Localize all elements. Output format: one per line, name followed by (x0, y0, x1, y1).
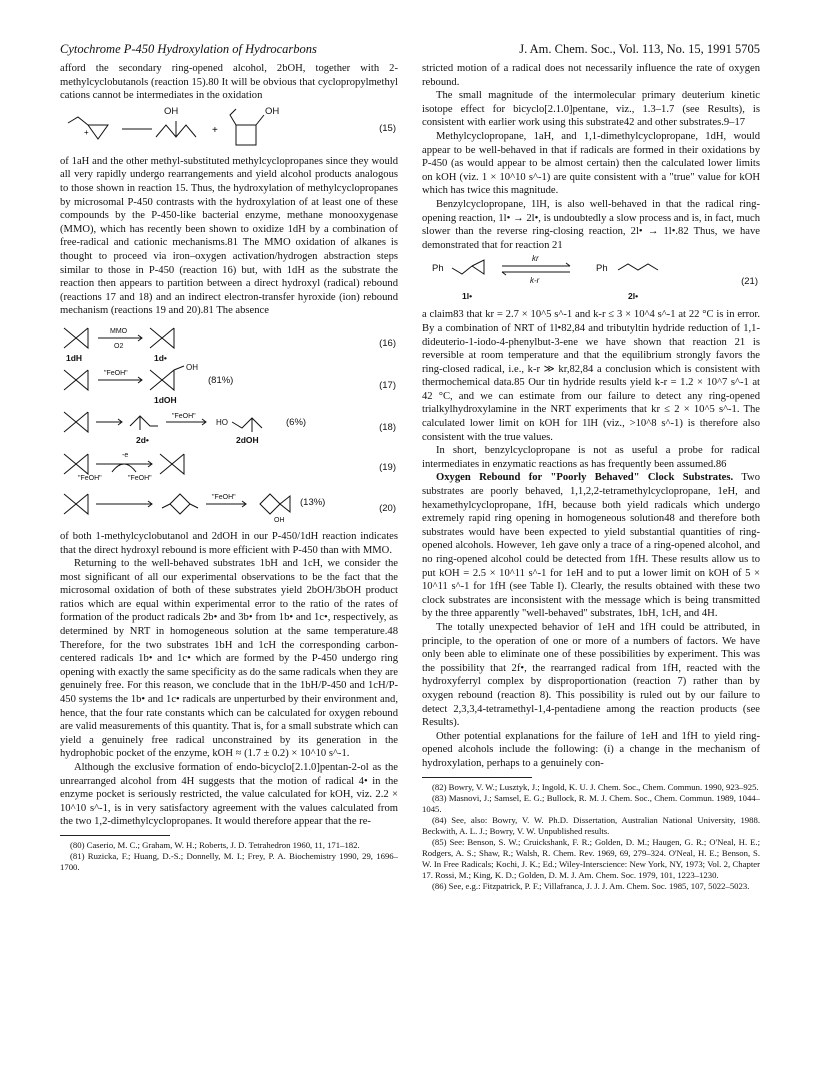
electron-label: -e (122, 451, 129, 459)
paragraph (422, 471, 760, 621)
reagent: "FeOH" (78, 474, 102, 482)
compound-label: 1d• (154, 352, 167, 363)
paragraph: Other potential explanations for the failure of 1eH and 1fH to yield ring-opened alcohols include the following: (i) a change in the mechanism of hydroxylation, perhaps to a genuinely con- (422, 730, 760, 769)
reaction-number: (20) (379, 503, 396, 515)
scheme-15-structures (60, 103, 398, 155)
reagent: "FeOH" (104, 369, 128, 377)
reagent: "FeOH" (212, 493, 236, 501)
footnote: (83) Masnovi, J.; Samsel, E. G.; Bullock, R. M. J. Chem. Soc., Chem. Commun. 1989, 1044–1045. (422, 792, 760, 814)
reaction-number: (21) (741, 276, 758, 288)
phenyl-label: Ph (432, 263, 444, 275)
footnote: (80) Caserio, M. C.; Graham, W. H.; Roberts, J. D. Tetrahedron 1960, 11, 171–182. (70, 839, 360, 850)
phenyl-label: Ph (596, 263, 608, 275)
svg-text:+: + (84, 127, 89, 137)
compound-label: 2d• (136, 434, 149, 445)
scheme-15 (60, 103, 398, 155)
oh-label: OH (164, 105, 179, 117)
reagent: "FeOH" (172, 412, 196, 420)
reagent: "FeOH" (128, 474, 152, 482)
compound-label: 1dH (66, 352, 83, 363)
paragraph-text: Two substrates are poorly behaved, 1,1,2,2-tetramethylcyclopropane, 1eH, and hexamethylcyclopropane, 1fH, because both yield radicals which undergo extremely rapid ring opening in homogeneous solution48 and therefore both substrates would have been expected to yield substantial quantities of ring-opened alcohols. However, 1eh gave only a trace of a ring-opened alcohol, and no ring-opened alcohol could be detected from 1fH. These results allow us to put kOH = 2.5 × 10^11 s^-1 for 1eH and to put a lower limit on kOH of 5 × 10^11 s^-1 for 1fH (see Table I). Clearly, the results obtained with these two clock substrates are inconsistent with the message which is being transmitted by the three apparently "well-behaved" substrates, 1bH, 1cH, and 4H. (422, 472, 760, 620)
scheme-21 (422, 256, 760, 308)
paragraph: Methylcyclopropane, 1aH, and 1,1-dimethylcyclopropane, 1dH, would appear to be well-behaved in that if radicals are formed in their oxidations by P-450 (as would appear to be almost certain) then the calculated lower limits on kOH (viz. 1 × 10^10 s^-1) are quite consistent with a "true" value for kOH which has twice this magnitude. (422, 130, 760, 197)
footnote-rule (60, 835, 170, 836)
header-journal: J. Am. Chem. Soc., Vol. 113, No. 15, 1991 5705 (519, 42, 760, 56)
reaction-number: (17) (379, 380, 396, 392)
footnote: (82) Bowry, V. W.; Lusztyk, J.; Ingold, K. U. J. Chem. Soc., Chem. Commun. 1990, 923–925. (432, 781, 759, 792)
paragraph: of 1aH and the other methyl-substituted methylcyclopropanes since they would all very rapidly undergo rearrangements and yield alcohol products analogous to those shown in reaction 15. Thus, the hydroxylation of methylcyclopropanes by microsomal P-450 contrasts with the hydroxylation of at least one of these compounds by the P-450-like bacterial enzyme, methane monooxygenase (MMO), which has recently been shown to oxidize 1dH by a combination of free-radical and cationic mechanisms.81 The MMO oxidation of alkanes is thought to proceed via iron–oxygen activation/hydrogen abstraction steps similar to those in P-450 (reaction 16) but, with 1dH as the substrate the reaction then appears to partition between a direct hydroxyl (radical) rebound (reactions 17 and 18) and an indirect electron-transfer hyroxide (ion) rebound mechanism (reactions 19 and 20).81 The absence (60, 155, 398, 317)
ho-label: HO (216, 417, 228, 427)
paragraph: a claim83 that kr = 2.7 × 10^5 s^-1 and k-r ≤ 3 × 10^4 s^-1 at 22 °C is in error. By a combination of NRT of 1l•82,84 and tributyltin hydride reduction of 1,1-dideuterio-1-iodo-4-phenylbut-3-ene we have shown that reaction 21 is reversible at room temperature and that the equilibrium strongly favors the ring-closed radical, i.e., k-r ≫ kr,82,84 a conclusion which is consistent with thermochemical data.85 Our tin hydride results yield k-r = 1.2 × 10^7 s^-1 at 42 °C, and we can estimate from our failure to detect any ring-opened trialkylhydroxylamine in the NRT experiments that kr ≤ 2 × 10^5 s^-1. The calculated lower limit on kOH for 1lH (viz., >10^8 s^-1) is therefore also consistent with the true values. (422, 309, 760, 443)
paragraph: Although the exclusive formation of endo-bicyclo[2.1.0]pentan-2-ol as the unrearranged alcohol from 4H suggests that the motion of radical 4• in the enzyme pocket is seriously restricted, the value calculated for kOH, viz. 2.2 × 10^10 s^-1, is in very satisfactory agreement with the values calculated from the two 1,2-dimethylcyclopropanes. It would therefore appear that the re- (60, 762, 398, 828)
running-header (60, 42, 760, 60)
scheme-19-structures (60, 448, 398, 488)
scheme-18-structures (60, 408, 398, 448)
oh-label: OH (186, 362, 198, 372)
scheme-20 (60, 488, 398, 530)
paragraph: Returning to the well-behaved substrates 1bH and 1cH, we consider the most significant of all our experimental observations to be the fact that the microsomal oxidation of both of these substrates yield 2bOH/3bOH product ratios which are equal within experimental error to the ratio of the rates of formation of the product radicals 2b• and 3b• from 1b• and 1c•, respectively, as determined by NRT in homogeneous solution at the same temperature.48 Therefore, for the two substrates 1bH and 1cH the corresponding carbon-centered radicals 1b• and 1c• which are formed by the P-450 undergo ring opening with exactly the same specificity as do the same radicals when they are genuinely free. For this reason, we conclude that in the 1bH/P-450 and 1cH/P-450 systems the 1b• and 1c• radicals are unperturbed by their environment and, hence, that the four rate constants which can be calculated for oxygen rebound are valid measurements of this quantity. That is, for a small substrate which can yield a genuinely free radical unconstrained by its generation in the hydrophobic pocket of the enzyme, kOH ≈ (1.7 ± 0.2) × 10^10 s^-1. (60, 558, 398, 760)
footnote: (86) See, e.g.: Fitzpatrick, P. F.; Villafranca, J. J. J. Am. Chem. Soc. 1985, 107, 5022–5023. (432, 880, 750, 891)
paragraph: stricted motion of a radical does not necessarily influence the rate of oxygen rebound. (422, 63, 760, 88)
oh-label: OH (274, 516, 285, 524)
scheme-17 (60, 364, 398, 408)
paragraph: afford the secondary ring-opened alcohol, 2bOH, together with 2-methylcyclobutanols (reaction 15).80 It will be obvious that cyclopropylmethyl cations cannot be intermediates in the oxidation (60, 63, 398, 102)
scheme-16 (60, 324, 398, 364)
compound-label: 1dOH (154, 394, 177, 405)
reagent: O2 (114, 342, 124, 350)
compound-label: 2dOH (236, 434, 259, 445)
reaction-number: (18) (379, 422, 396, 434)
yield-percent: (6%) (286, 416, 307, 428)
footnote: (84) See, also: Bowry, V. W. Ph.D. Dissertation, Australian National University, 1988. Beckwith, A. L. J.; Bowry, V. W. Unpublished results. (422, 814, 760, 836)
oh-label: OH (265, 105, 280, 117)
reagent: MMO (110, 327, 128, 335)
compound-label: 1l• (462, 291, 473, 302)
paragraph: of both 1-methylcyclobutanol and 2dOH in our P-450/1dH reaction indicates that the direct hydroxyl rebound is more efficient with P-450 than with MMO. (60, 530, 398, 556)
rate-constant-label: k-r (530, 276, 540, 286)
scheme-21-structures (422, 256, 760, 308)
footnote: (85) See: Benson, S. W.; Cruickshank, F. R.; Golden, D. M.; Haugen, G. R.; O'Neal, H. E.; Rodgers, A. S.; Shaw, R.; Walsh, R. Chem. Rev. 1969, 69, 279–324. O'Neal, H. E.; Benson, S. W. In Free Radicals; Kochi, J. K.; Ed.; Wiley-Interscience: New York, NY, 1973; Vol. 2, Chapter 17. Rossi, M.; King, K. D.; Golden, D. M. J. Am. Chem. Soc. 1979, 101, 1223–1230. (422, 836, 760, 880)
scheme-19 (60, 448, 398, 488)
reaction-number: (19) (379, 462, 396, 474)
header-title: Cytochrome P-450 Hydroxylation of Hydrocarbons (60, 42, 317, 56)
right-column (422, 62, 760, 892)
left-column (60, 62, 398, 873)
svg-text:+: + (212, 124, 218, 136)
footnote: (81) Ruzicka, F.; Huang, D.-S.; Donnelly, M. I.; Frey, P. A. Biochemistry 1990, 29, 1696–1700. (60, 850, 398, 872)
reaction-number: (16) (379, 338, 396, 350)
compound-label: 2l• (628, 291, 639, 302)
yield-percent: (81%) (208, 374, 234, 386)
reaction-number: (15) (379, 122, 396, 134)
footnotes (422, 782, 760, 892)
rate-constant-label: kr (532, 254, 539, 264)
paragraph: The small magnitude of the intermolecular primary deuterium kinetic isotope effect for bicyclo[2.1.0]pentane, viz., 1.3–1.7 (see Results), is consistent with earlier work using this substrate42 and other substrates.9–17 (422, 90, 760, 129)
paragraph: Benzylcyclopropane, 1lH, is also well-behaved in that the radical ring-opening reaction, 1l• → 2l•, is undoubtedly a slow process and is, in fact, much slower than the reverse ring-closing reaction, 2l• → 1l•.82 Thus, we have demonstrated that for reaction 21 (422, 198, 760, 251)
section-heading: Oxygen Rebound for "Poorly Behaved" Clock Substrates. (436, 472, 734, 484)
yield-percent: (13%) (300, 496, 326, 508)
footnote-rule (422, 777, 532, 778)
paragraph: In short, benzylcyclopropane is not as useful a probe for radical intermediates in enzymatic reactions as has frequently been assumed.86 (422, 445, 760, 470)
scheme-18 (60, 408, 398, 448)
footnotes (60, 840, 398, 873)
paragraph: The totally unexpected behavior of 1eH and 1fH could be attributed, in principle, to the operation of one or more of a numbers of factors. We have only been able to eliminate one of these possibilities by experiment. This was the possibility that 2f•, the rearranged radical from 1fH, reacted with the hydroxyferryl complex by disproportionation (reaction 7) rather than by oxygen rebound (reaction 8). This possibility is ruled out by our failure to detect 2,3,3,4-tetramethyl-1,4-pentadiene among the reaction products (see Results). (422, 621, 760, 729)
